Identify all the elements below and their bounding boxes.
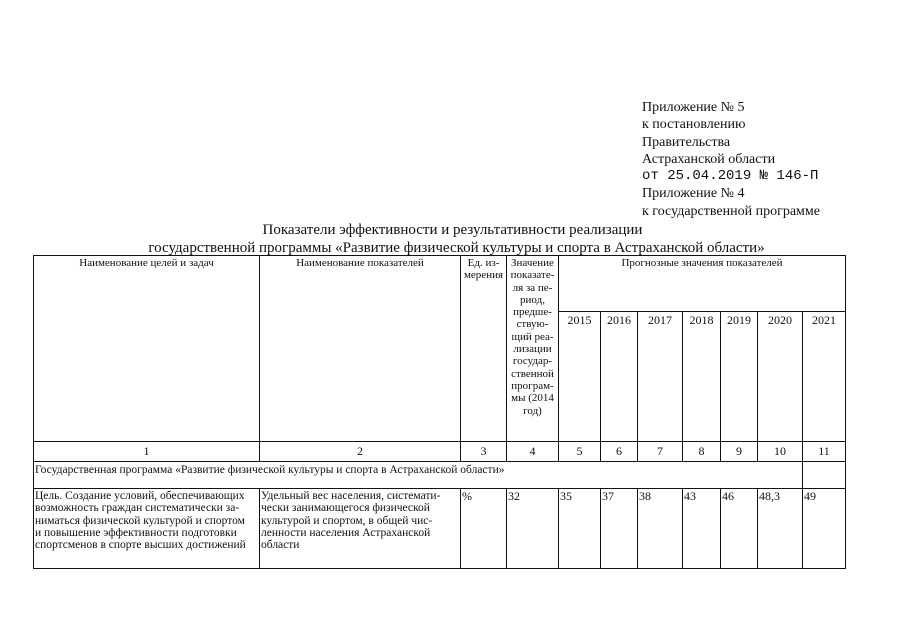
header-base-line: показате- — [510, 269, 555, 282]
indicator-line: культурой и спортом, в общей чис- — [261, 514, 433, 527]
year-cell: 2017 — [638, 312, 683, 442]
header-base-line: щий реа- — [511, 330, 554, 343]
column-number: 7 — [638, 442, 683, 462]
value-cell: 37 — [601, 489, 638, 569]
value-cell: 46 — [721, 489, 758, 569]
appendix-date-line: от 25.04.2019 № 146-П — [642, 168, 819, 185]
unit-cell: % — [461, 489, 507, 569]
goal-line: возможность граждан систематически за- — [35, 502, 240, 515]
indicator-cell — [260, 489, 461, 569]
header-base-value — [507, 256, 559, 442]
year-cell: 2015 — [559, 312, 601, 442]
title-line-1: Показатели эффективности и результативности реализации — [262, 222, 643, 238]
column-number: 2 — [260, 442, 461, 462]
header-base-line: предше- — [513, 306, 552, 319]
column-number: 6 — [601, 442, 638, 462]
goal-cell — [34, 489, 260, 569]
program-row-empty-cell — [803, 462, 846, 489]
year-cell: 2018 — [683, 312, 721, 442]
base-value-cell: 32 — [507, 489, 559, 569]
goal-line: и повышение эффективности подготовки — [35, 526, 237, 539]
header-base-line: ля за пе- — [512, 281, 553, 294]
goal-line: ниматься физической культурой и спортом — [35, 514, 245, 527]
header-base-line: государ- — [512, 355, 553, 368]
indicator-line: области — [261, 539, 300, 552]
program-row: Государственная программа «Развитие физической культуры и спорта в Астраханской области» — [34, 462, 803, 489]
year-cell: 2016 — [601, 312, 638, 442]
column-number: 1 — [34, 442, 260, 462]
header-unit-text: Ед. из-мерения — [463, 257, 504, 282]
indicator-line: Удельный вес населения, системати- — [261, 490, 441, 502]
column-number: 5 — [559, 442, 601, 462]
column-number: 10 — [758, 442, 803, 462]
header-base-line: ственной — [511, 367, 554, 380]
column-number: 11 — [803, 442, 846, 462]
goal-line: спортсменов в спорте высших достижений — [35, 539, 246, 552]
header-base-line: ствую- — [516, 318, 549, 331]
appendix-line: Приложение № 4 — [642, 186, 745, 202]
year-cell: 2019 — [721, 312, 758, 442]
indicator-line: ленности населения Астраханской — [261, 526, 431, 539]
value-cell: 38 — [638, 489, 683, 569]
column-number: 4 — [507, 442, 559, 462]
header-goals: Наименование целей и задач — [34, 256, 260, 442]
appendix-line: Астраханской области — [642, 151, 776, 167]
appendix-line: к государственной программе — [642, 203, 820, 219]
year-cell: 2021 — [803, 312, 846, 442]
value-cell: 48,3 — [758, 489, 803, 569]
header-base-line: лизации — [513, 343, 552, 356]
header-base-line: мы (2014 — [511, 392, 554, 405]
column-number: 9 — [721, 442, 758, 462]
appendix-block — [642, 99, 897, 220]
year-cell: 2020 — [758, 312, 803, 442]
appendix-line: Приложение № 5 — [642, 100, 745, 115]
header-unit — [461, 256, 507, 442]
header-forecast: Прогнозные значения показателей — [559, 256, 846, 312]
header-base-line: програм- — [511, 379, 554, 392]
goal-line: Цель. Создание условий, обеспечивающих — [35, 490, 245, 502]
appendix-line: Правительства — [642, 134, 731, 150]
value-cell: 49 — [803, 489, 846, 569]
title-line-2: государственной программы «Развитие физической культуры и спорта в Астраханской области» — [148, 240, 765, 256]
header-indicators: Наименование показателей — [260, 256, 461, 442]
header-base-line: риод, — [520, 293, 545, 306]
document-title — [0, 221, 905, 257]
value-cell: 43 — [683, 489, 721, 569]
value-cell: 35 — [559, 489, 601, 569]
indicator-line: чески занимающегося физической — [261, 502, 430, 515]
column-number: 8 — [683, 442, 721, 462]
header-base-line: год) — [523, 404, 542, 417]
indicators-table — [33, 255, 846, 569]
appendix-line: к постановлению — [642, 117, 746, 133]
header-base-line: Значение — [511, 257, 554, 269]
column-number: 3 — [461, 442, 507, 462]
